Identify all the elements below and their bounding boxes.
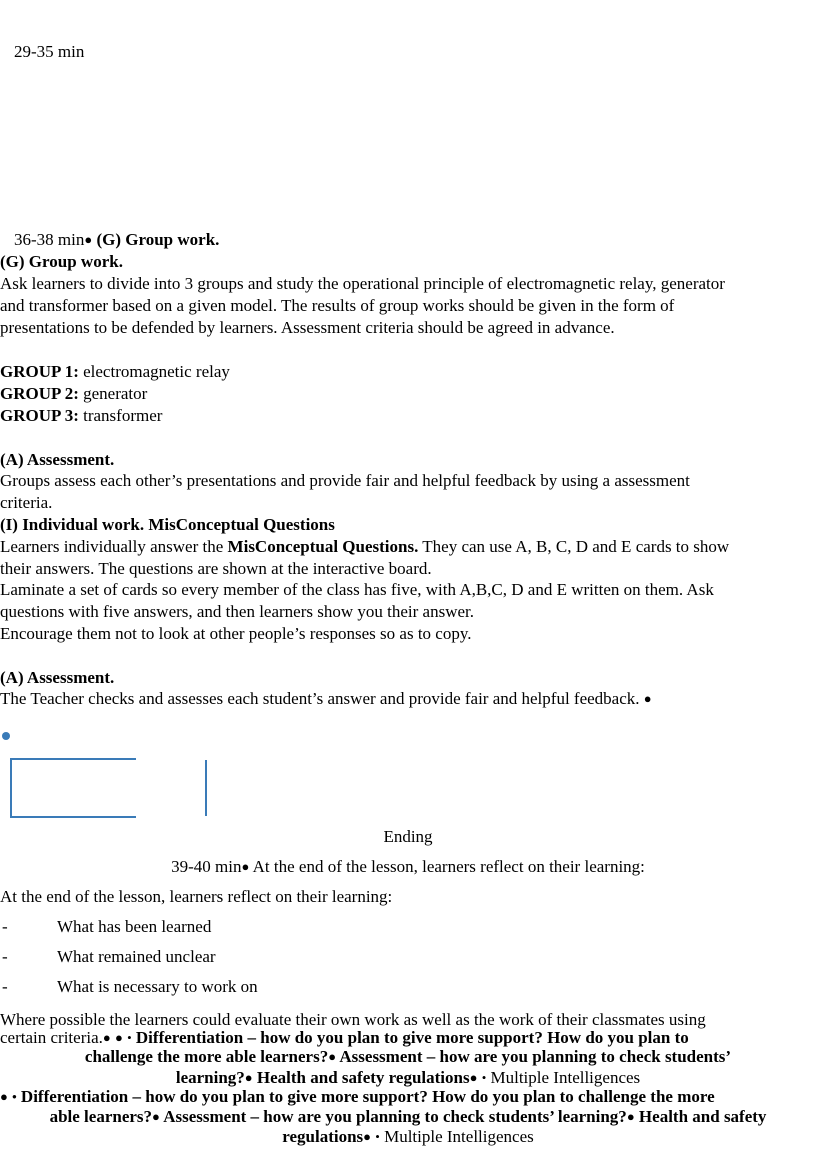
group-2: GROUP 2: generator	[0, 384, 148, 403]
group-work-para-3: presentations to be defended by learners. Assessment criteria should be agreed in advance.	[0, 318, 615, 337]
individual-line-4: questions with five answers, and then learners show you their answer.	[0, 602, 474, 621]
time-29-35: 29-35 min	[14, 42, 85, 61]
bullet-icon: ●	[84, 232, 93, 247]
footer-line-2: challenge the more able learners?● Assessment – how are you planning to check students’	[84, 1047, 732, 1066]
footer-line-6: regulations● • Multiple Intelligences	[282, 1127, 534, 1146]
footer-line-3: learning?● Health and safety regulations● • Multiple Intelligences	[175, 1068, 641, 1087]
group-work-inline-heading: (G) Group work.	[96, 230, 220, 249]
time-39-40: 39-40 min	[171, 857, 242, 876]
assessment-1-line-1: Groups assess each other’s presentations and provide fair and helpful feedback by using a assessment	[0, 471, 690, 490]
group-work-para-1: Ask learners to divide into 3 groups and study the operational principle of electromagnetic relay, generator	[0, 274, 725, 293]
assessment-heading-1: (A) Assessment.	[0, 450, 115, 469]
where-line-2: certain criteria.● ● • Differentiation – how do you plan to give more support? How do you plan to	[0, 1028, 689, 1047]
bullet-icon: ●	[241, 859, 250, 874]
footer-line-5: able learners?● Assessment – how are you planning to check students’ learning?● Health and safety	[49, 1107, 767, 1126]
individual-line-2: their answers. The questions are shown at the interactive board.	[0, 559, 432, 578]
individual-work-heading: (I) Individual work. MisConceptual Questions	[0, 515, 335, 534]
individual-line-1: Learners individually answer the MisConceptual Questions. They can use A, B, C, D and E cards to show	[0, 537, 730, 556]
assessment-label: Assessment – how are you planning to check students’	[339, 1047, 732, 1066]
individual-line-3: Laminate a set of cards so every member of the class has five, with A,B,C, D and E written on them. Ask	[0, 580, 714, 599]
assessment-2-line: The Teacher checks and assesses each student’s answer and provide fair and helpful feedback. ●	[0, 689, 652, 708]
group-work-para-2: and transformer based on a given model. The results of group works should be given in the form of	[0, 296, 675, 315]
blue-dot-icon	[2, 732, 10, 740]
blue-divider	[205, 760, 207, 816]
ending-title: Ending	[383, 827, 433, 846]
reflect-line: At the end of the lesson, learners reflect on their learning:	[0, 887, 393, 906]
assessment-heading-2: (A) Assessment.	[0, 668, 115, 687]
blue-frame	[10, 758, 136, 818]
bullet-icon: ●	[643, 691, 652, 706]
group-3: GROUP 3: transformer	[0, 406, 163, 425]
footer-line-4: ● • Differentiation – how do you plan to give more support? How do you plan to challenge the more	[0, 1087, 715, 1106]
group-work-heading: (G) Group work.	[0, 252, 123, 271]
time-36-38: 36-38 min	[14, 230, 85, 249]
individual-line-5: Encourage them not to look at other people’s responses so as to copy.	[0, 624, 472, 643]
differentiation-label: Differentiation – how do you plan to give more support? How do you plan to	[135, 1028, 689, 1047]
group-1: GROUP 1: electromagnetic relay	[0, 362, 230, 381]
mi-label: Multiple Intelligences	[490, 1068, 641, 1087]
time-36-38-line	[14, 229, 219, 252]
ending-timing-line: 39-40 min● At the end of the lesson, learners reflect on their learning:	[171, 857, 645, 876]
assessment-1-line-2: criteria.	[0, 493, 53, 512]
health-label: Health and safety regulations	[256, 1068, 470, 1087]
where-line-1: Where possible the learners could evaluate their own work as well as the work of their classmates using	[0, 1010, 706, 1029]
